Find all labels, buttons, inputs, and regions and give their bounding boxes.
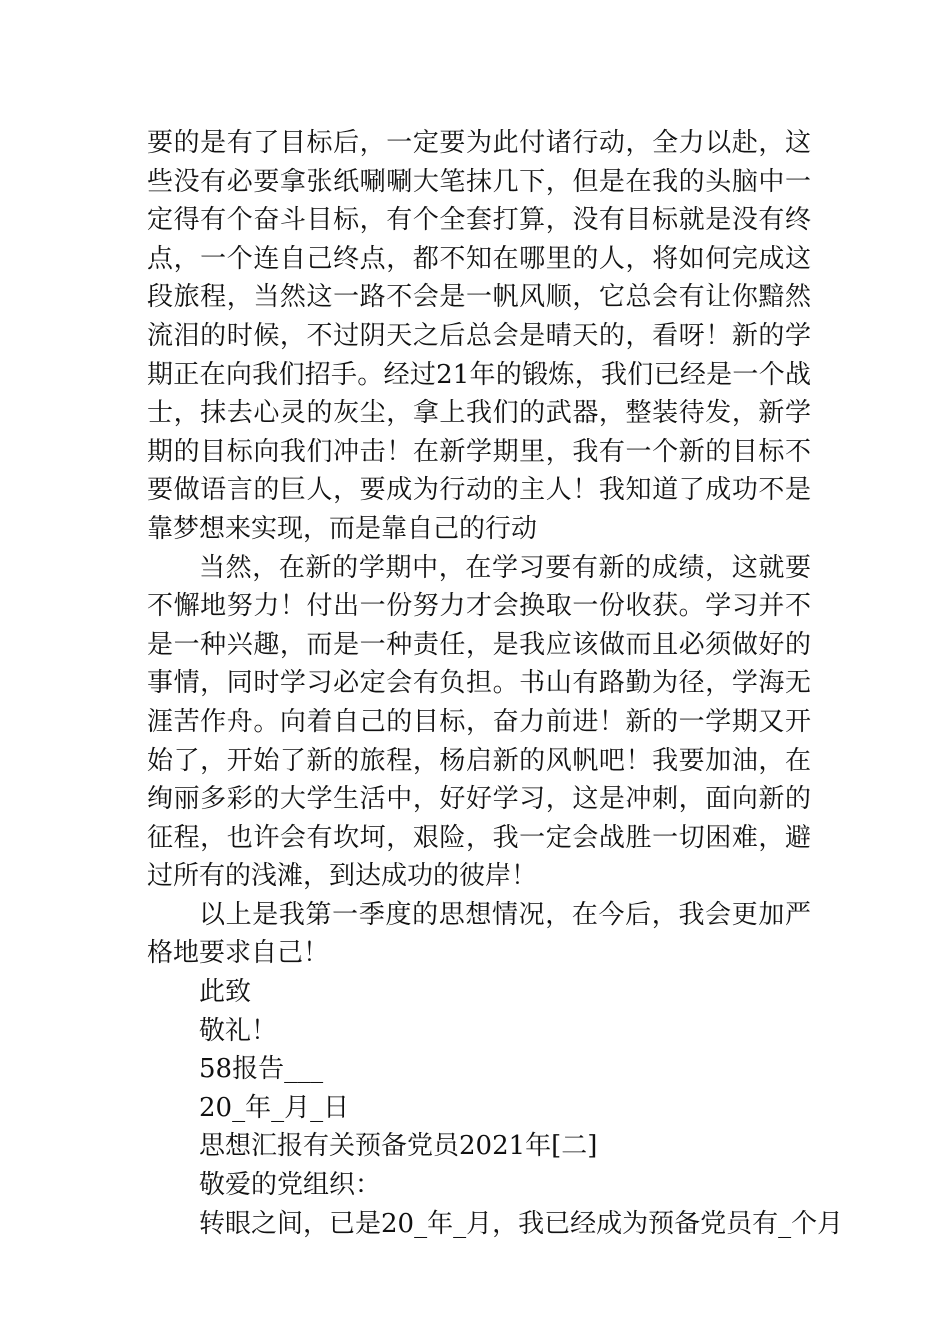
paragraph-goal: 要的是有了目标后，一定要为此付诸行动，全力以赴，这些没有必要拿张纸唰唰大笔抹几下，但是在我的头脑中一定得有个奋斗目标，有个全套打算，没有目标就是没有终点，一个连自己终点，都不知在哪里的人，将如何完成这段旅程，当然这一路不会是一帆风顺，它总会有让你黯然流泪的时候，不过阴天之后总会是晴天的，看呀！新的学期正在向我们招手。经过21年的锻炼，我们已经是一个战士，抹去心灵的灰尘，拿上我们的武器，整装待发，新学期的目标向我们冲击！在新学期里，我有一个新的目标不要做语言的巨人，要成为行动的主人！我知道了成功不是靠梦想来实现，而是靠自己的行动 — [147, 128, 811, 544]
salute-line: 敬礼！ — [199, 1015, 278, 1046]
document-body — [147, 124, 844, 1243]
greeting-line: 敬爱的党组织： — [199, 1170, 382, 1201]
date-line: 20_年_月_日 — [199, 1092, 350, 1123]
paragraph-summary: 以上是我第一季度的思想情况，在今后，我会更加严格地要求自己！ — [147, 899, 811, 969]
section-title: 思想汇报有关预备党员2021年[二] — [199, 1131, 598, 1162]
opening-line: 转眼之间，已是20_年_月，我已经成为预备党员有_个月 — [199, 1208, 844, 1239]
closing-line: 此致 — [199, 977, 252, 1008]
paragraph-study: 当然，在新的学期中，在学习要有新的成绩，这就要不懈地努力！付出一份努力才会换取一份收获。学习并不是一种兴趣，而是一种责任，是我应该做而且必须做好的事情，同时学习必定会有负担。书山有路勤为径，学海无涯苦作舟。向着自己的目标，奋力前进！新的一学期又开始了，开始了新的旅程，杨启新的风帆吧！我要加油，在绚丽多彩的大学生活中，好好学习，这是冲刺，面向新的征程，也许会有坎坷，艰险，我一定会战胜一切困难，避过所有的浅滩，到达成功的彼岸！ — [147, 552, 811, 892]
signature-line: 58报告___ — [199, 1054, 324, 1085]
